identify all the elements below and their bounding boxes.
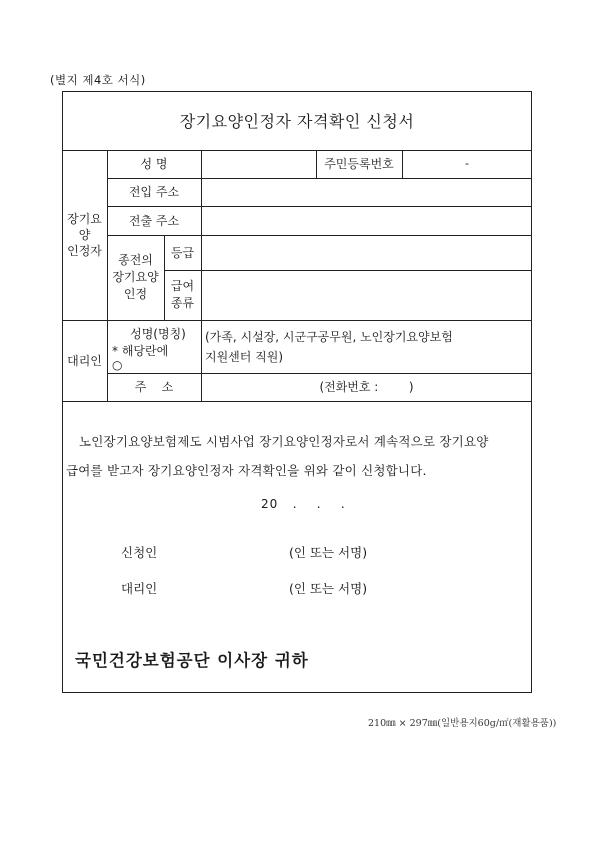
move-in-address-label: 전입 주소 — [128, 185, 180, 199]
move-out-address-field[interactable] — [201, 206, 532, 235]
agent-name-caption: 성명(명칭) — [130, 327, 186, 341]
agent-phone-field[interactable]: (전화번호 : ) — [319, 380, 414, 394]
form-number: (별지 제4호 서식) — [50, 73, 146, 87]
agent-mark-note: * 해당란에 ○ — [112, 344, 169, 372]
name-label: 성 명 — [140, 157, 168, 171]
applicant-label: 신청인 — [121, 545, 158, 560]
application-statement — [66, 427, 536, 485]
rule-table-bottom — [62, 401, 532, 402]
section-label-holder: 장기요 양 인정자 — [67, 212, 102, 258]
previous-certification-label: 종전의 장기요양 인정 — [112, 253, 159, 301]
benefit-type-field[interactable] — [201, 270, 532, 320]
date-line[interactable]: 20 . . . — [261, 497, 346, 511]
move-in-address-field[interactable] — [201, 178, 532, 206]
move-out-address-label: 전출 주소 — [128, 213, 180, 228]
statement-line-2: 급여를 받고자 장기요양인정자 자격확인을 위와 같이 신청합니다. — [66, 463, 427, 478]
grade-field[interactable] — [201, 235, 532, 270]
agent-signature-field[interactable]: (인 또는 서명) — [289, 581, 368, 596]
paper-spec: 210㎜ × 297㎜(일반용지60g/㎡(재활용품)) — [368, 718, 557, 729]
agent-relation-options[interactable]: (가족, 시설장, 시군구공무원, 노인장기요양보험 지원센터 직원) — [205, 330, 453, 364]
agent-name-label — [112, 325, 204, 372]
rrn-label: 주민등록번호 — [324, 157, 394, 171]
agent-address-label: 주 소 — [134, 380, 174, 394]
statement-line-1: 노인장기요양보험제도 시범사업 장기요양인정자로서 계속적으로 장기요양 — [79, 434, 489, 449]
applicant-signature-field[interactable]: (인 또는 서명) — [289, 545, 368, 560]
rrn-field[interactable]: - — [465, 157, 469, 170]
name-field[interactable] — [201, 150, 316, 178]
addressee: 국민건강보험공단 이사장 귀하 — [75, 651, 309, 670]
agent-label: 대리인 — [121, 581, 158, 596]
rule-holder-bottom — [62, 320, 532, 321]
benefit-type-label: 급여 종류 — [170, 279, 195, 310]
section-label-agent: 대리인 — [67, 353, 102, 368]
grade-label: 등급 — [170, 245, 195, 260]
form-title: 장기요양인정자 자격확인 신청서 — [179, 112, 415, 131]
